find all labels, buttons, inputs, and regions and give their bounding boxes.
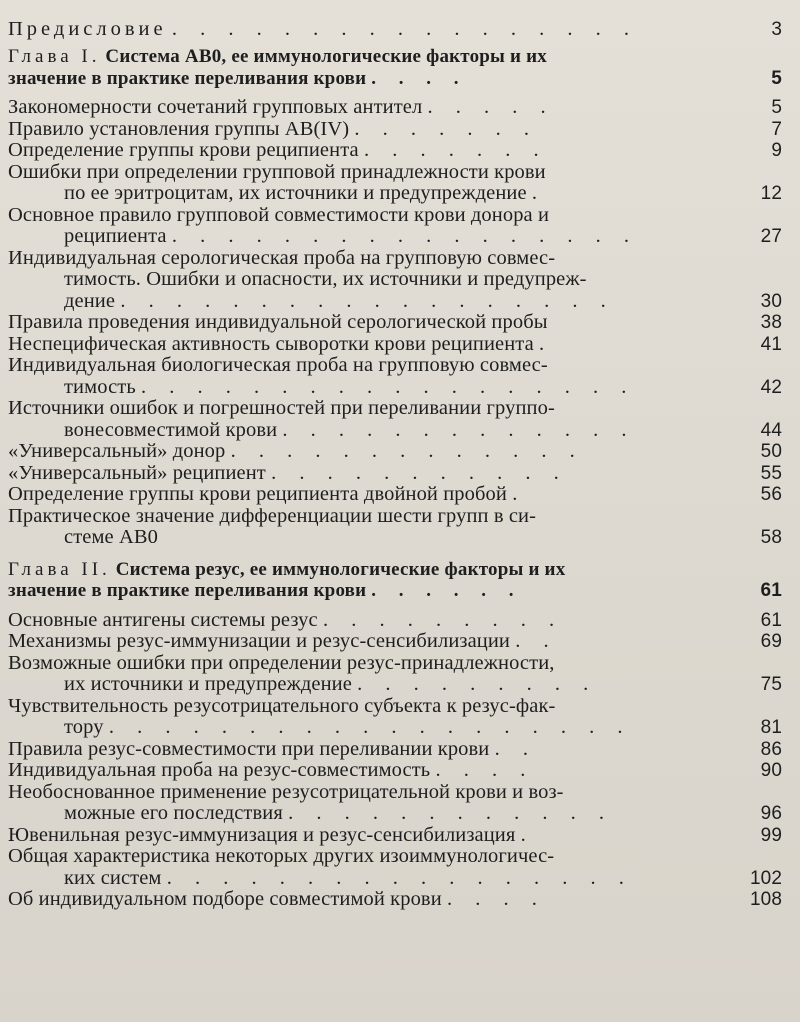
entry-title: Предисловие [8, 17, 167, 40]
page-number: 56 [760, 484, 782, 505]
toc-entry [8, 97, 782, 119]
toc-entry [8, 398, 782, 441]
page-number: 27 [760, 226, 782, 247]
page-number: 5 [771, 97, 782, 118]
page-number: 9 [771, 140, 782, 161]
leader-dots: . . [515, 630, 558, 652]
entry-title-line-1: Индивидуальная биологическая проба на групповую совмес- [8, 354, 548, 376]
entry-title-line-1: Индивидуальная проба на резус-совместимость [8, 759, 431, 781]
page-number: 30 [760, 290, 782, 312]
page-number: 90 [760, 760, 782, 781]
toc-entry [8, 696, 782, 739]
page-number: 61 [760, 609, 782, 631]
toc-entry [8, 846, 782, 889]
entry-title-line-1: Практическое значение дифференциации шести групп в си- [8, 504, 537, 527]
entry-title-line-2: стеме АВ0 [64, 526, 158, 548]
entry-title-line-1: Правило установления группы AB(IV) [8, 117, 350, 140]
entry-title-line-1: Возможные ошибки при определении резус-принадлежности, [8, 651, 555, 674]
toc-entry [8, 162, 782, 205]
leader-dots: . . . . . . . . . . . [271, 461, 568, 484]
toc-entry [8, 631, 782, 653]
entry-title-line-1: Определение группы крови реципиента двойной пробой [8, 483, 507, 505]
toc-entry [8, 825, 782, 847]
toc-entry [8, 760, 782, 782]
leader-dots: . . . . . . . [354, 117, 539, 140]
entry-title-line-2: ких систем [64, 866, 162, 889]
table-of-contents [8, 8, 782, 911]
leader-dots: . [539, 332, 554, 355]
entry-title-line-1: Об индивидуальном подборе совместимой крови [8, 888, 442, 910]
leader-dots: . . . . [371, 67, 468, 89]
leader-dots: . . . . . . . . . . . . . . . . . . . [108, 716, 632, 738]
leader-dots: . . . . . [427, 96, 555, 118]
entry-title-line-2: по ее эритроцитам, их источники и предупреждение [64, 182, 527, 204]
page-number: 44 [760, 419, 782, 441]
page-number: 12 [760, 183, 782, 204]
toc-entry [8, 119, 782, 141]
toc-entry [8, 506, 782, 549]
toc-entry [8, 334, 782, 356]
entry-title-line-2: реципиента [64, 225, 167, 247]
entry-title-line-1: Необоснованное применение резусотрицательной крови и воз- [8, 780, 564, 803]
entry-title-line-1: «Универсальный» реципиент [8, 461, 266, 484]
leader-dots: . . . . . . . . . . . . [288, 802, 613, 824]
entry-title-line-1: Индивидуальная серологическая проба на групповую совмес- [8, 246, 556, 269]
entry-title-line-2: тору [64, 716, 104, 738]
leader-dots: . . . . . . . . . . . . . . . . . . [141, 375, 636, 398]
page-number: 7 [771, 118, 782, 140]
page-number: 42 [760, 376, 782, 398]
entry-title-line-2: вонесовместимой крови [64, 418, 278, 441]
page-number: 50 [760, 441, 782, 462]
toc-entry [8, 463, 782, 485]
entry-title-line-2: тимость. Ошибки и опасности, их источники и предупреж- [64, 268, 587, 290]
entry-title-line-1: Основное правило групповой совместимости крови донора и [8, 203, 550, 226]
toc-entry [8, 782, 782, 825]
leader-dots: . . . . . . . . . . . . . . . . . [171, 17, 638, 40]
page-number: 96 [760, 803, 782, 824]
page-number: 86 [760, 738, 782, 760]
leader-dots: . . . . [435, 759, 535, 781]
entry-title-line-1: Общая характеристика некоторых других изоиммунологичес- [8, 845, 555, 867]
page-number: 38 [760, 312, 782, 333]
leader-dots: . . . . [447, 888, 546, 910]
entry-title-line-1: Правила резус-совместимости при переливании крови [8, 737, 490, 760]
page-number: 81 [760, 717, 782, 738]
page-number: 61 [760, 580, 782, 601]
entry-title-line-1: «Универсальный» донор [8, 440, 226, 462]
page-number: 69 [760, 631, 782, 652]
leader-dots: . . . . . . . [363, 139, 548, 161]
entry-title-line-1: Ошибки при определении групповой принадлежности крови [8, 160, 546, 183]
entry-title-line-2: можные его последствия [64, 802, 283, 824]
toc-entry [8, 140, 782, 162]
page-number: 102 [749, 867, 782, 889]
toc-entry [8, 441, 782, 463]
page-number: 58 [760, 527, 782, 548]
leader-dots: . . . . . . . . . [357, 673, 598, 695]
page-number: 41 [760, 333, 782, 355]
entry-title-line-1: Механизмы резус-иммунизации и резус-сенсибилизации [8, 630, 511, 652]
toc-entry [8, 484, 782, 506]
page-number: 3 [771, 18, 782, 40]
leader-dots: . [520, 823, 535, 846]
entry-title-line-1: Неспецифическая активность сыворотки крови реципиента [8, 332, 534, 355]
toc-entry [8, 312, 782, 334]
toc-entry [8, 610, 782, 632]
chapter-prefix: Глава II. [8, 558, 111, 580]
toc-entry [8, 205, 782, 248]
entry-title-line-1: Определение группы крови реципиента [8, 139, 359, 161]
leader-dots: . . . . . . . . . [322, 608, 564, 631]
page-number: 108 [749, 889, 782, 910]
toc-entry [8, 739, 782, 761]
chapter-title-line2: значение в практике переливания крови [8, 67, 367, 89]
entry-title-line-2: их источники и предупреждение [64, 673, 352, 695]
entry-title-line-1: Правила проведения индивидуальной серологической пробы [8, 311, 548, 333]
chapter-title-line2: значение в практике переливания крови [8, 580, 367, 601]
entry-title-line-1: Основные антигены системы резус [8, 608, 318, 631]
entry-title-line-3: дение [64, 289, 116, 312]
leader-dots: . . . . . . . . . . . . . [282, 418, 636, 441]
leader-dots: . . [494, 737, 537, 760]
leader-dots: . . . . . . [371, 580, 523, 601]
page-number: 99 [760, 824, 782, 846]
toc-entry [8, 248, 782, 313]
chapter-entries [8, 610, 782, 911]
leader-dots: . [531, 182, 547, 204]
entry-title-line-1: Закономерности сочетаний групповых антител [8, 96, 423, 118]
entry-title-line-2: тимость [64, 375, 136, 398]
entry-title-line-1: Источники ошибок и погрешностей при переливании группо- [8, 397, 555, 419]
page-number: 5 [771, 67, 782, 89]
chapter-prefix: Глава I. [8, 46, 101, 67]
toc-entry-preface [8, 8, 782, 40]
chapter-title-line1: Система резус, ее иммунологические факторы и их [115, 558, 566, 580]
toc-chapter-heading [8, 559, 782, 602]
toc-entry [8, 355, 782, 398]
toc-entry [8, 889, 782, 911]
leader-dots: . . . . . . . . . . . . . . . . . . [120, 289, 615, 312]
leader-dots: . [512, 483, 527, 505]
page-number: 75 [760, 674, 782, 695]
chapter-title-line1: Система АВ0, ее иммунологические факторы и их [105, 46, 547, 67]
chapter-entries [8, 97, 782, 549]
toc-entry [8, 653, 782, 696]
leader-dots: . . . . . . . . . . . . . . . . . [166, 866, 633, 889]
leader-dots: . . . . . . . . . . . . . . . . . [171, 225, 638, 247]
leader-dots: . . . . . . . . . . . . . [230, 440, 584, 462]
entry-title-line-1: Чувствительность резусотрицательного субъекта к резус-фак- [8, 694, 556, 717]
page-number: 55 [760, 462, 782, 484]
entry-title-line-1: Ювенильная резус-иммунизация и резус-сенсибилизация [8, 823, 516, 846]
toc-chapter-heading [8, 46, 782, 89]
